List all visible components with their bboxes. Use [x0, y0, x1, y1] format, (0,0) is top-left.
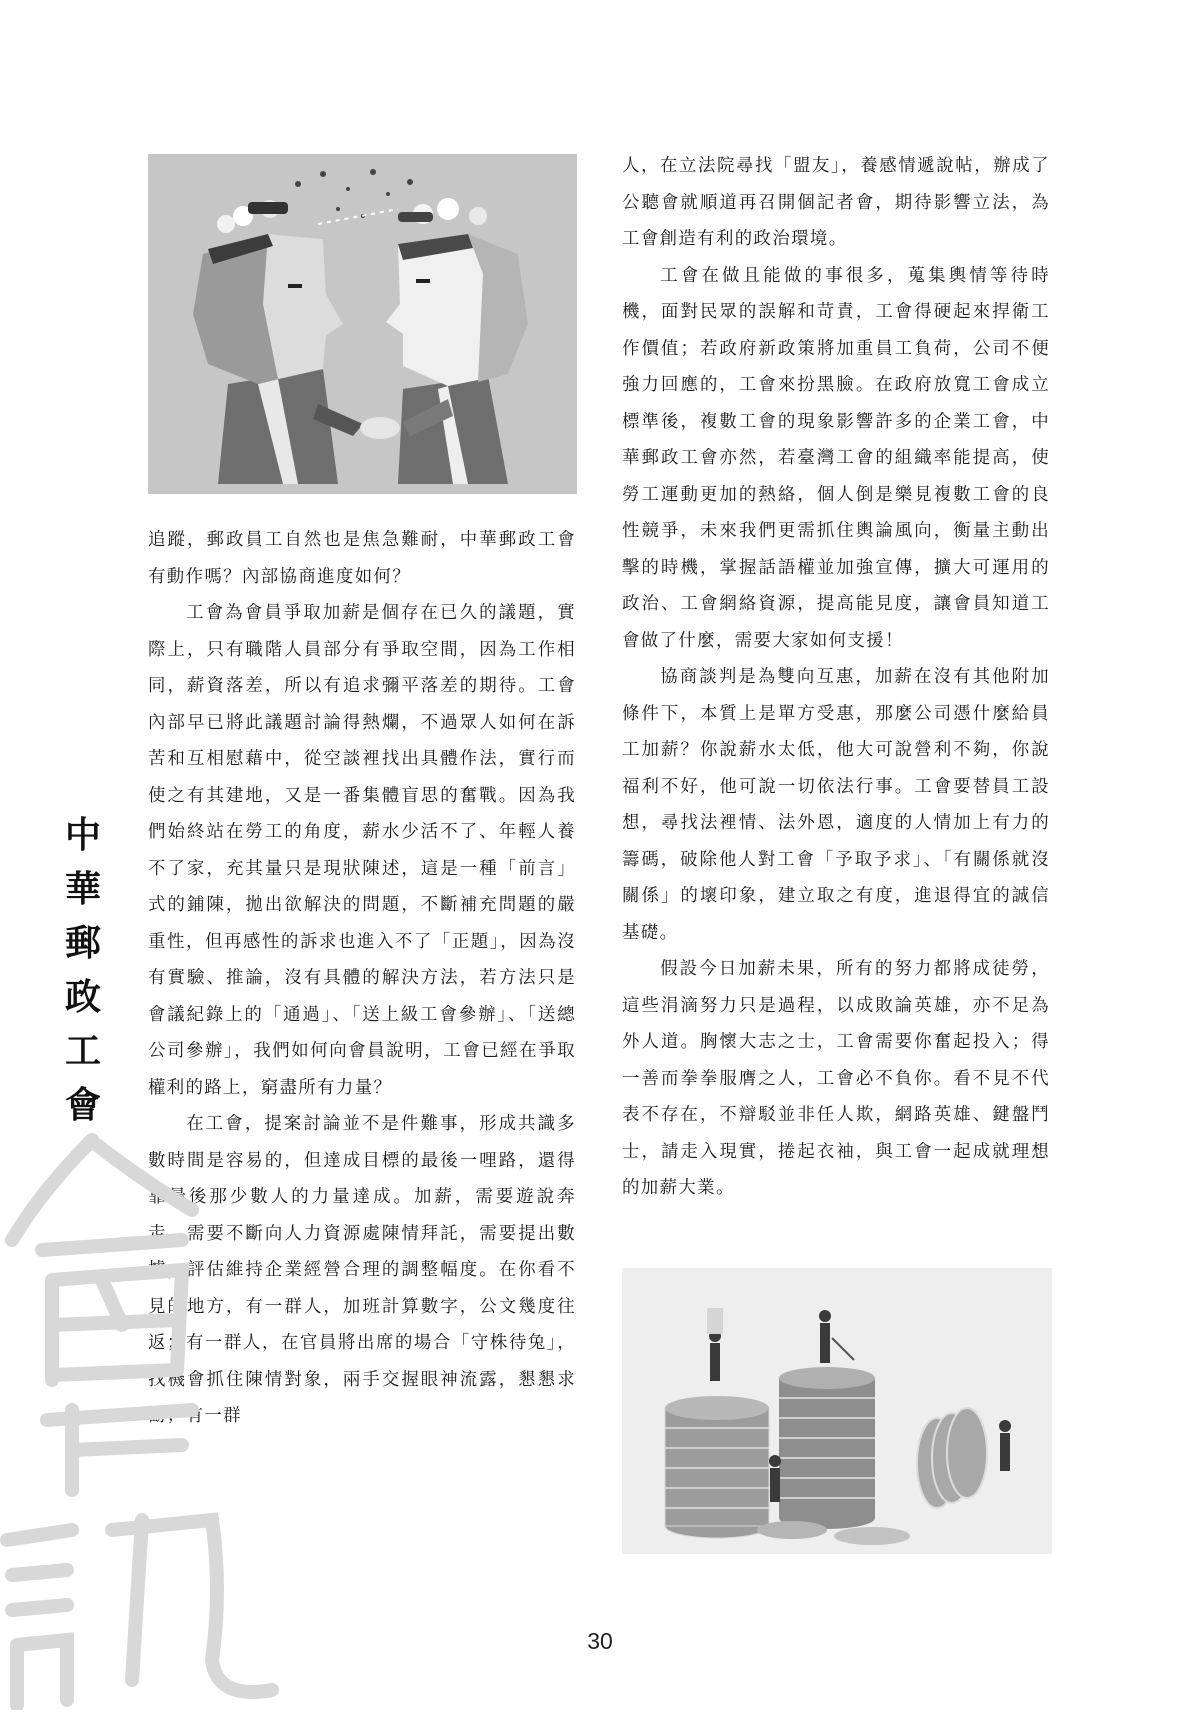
paragraph: 工會為會員爭取加薪是個存在已久的議題，實際上，只有職階人員部分有爭取空間，因為工作相同，薪資落差，所以有追求彌平落差的期待。工會內部早已將此議題討論得熱爛，不過眾人如何在訴苦和互相慰藉中，從空談裡找出具體作法，實行而使之有其建地，又是一番集體盲思的奮戰。因為我們始終站在勞工的角度，薪水少活不了、年輕人養不了家，充其量只是現狀陳述，這是一種「前言」式的鋪陳，拋出欲解決的問題，不斷補充問題的嚴重性，但再感性的訴求也進入不了「正題」，因為沒有實驗、推論，沒有具體的解決方法，若方法只是會議紀錄上的「通過」、「送上級工會參辦」、「送總公司參辦」，我們如何向會員說明，工會已經在爭取權利的路上，窮盡所有力量？ [148, 603, 576, 1098]
paragraph: 工會在做且能做的事很多，蒐集輿情等待時機，面對民眾的誤解和苛責，工會得硬起來捍衛工作價值；若政府新政策將加重員工負荷，公司不便強力回應的，工會來扮黑臉。在政府放寬工會成立標準後，複數工會的現象影響許多的企業工會，中華郵政工會亦然，若臺灣工會的組織率能提高，使勞工運動更加的熱絡，個人倒是樂見複數工會的良性競爭，未來我們更需抓住輿論風向，衡量主動出擊的時機，掌握話語權並加強宣傳，擴大可運用的政治、工會網絡資源，提高能見度，讓會員知道工會做了什麼，需要大家如何支援！ [622, 265, 1050, 651]
paragraph: 在工會，提案討論並不是件難事，形成共識多數時間是容易的，但達成目標的最後一哩路，還得靠最後那少數人的力量達成。加薪，需要遊說奔走，需要不斷向人力資源處陳情拜託，需要提出數據，評估維持企業經營合理的調整幅度。在你看不見的地方，有一群人，加班計算數字，公文幾度往返；有一群人，在官員將出席的場合「守株待兔」，找機會抓住陳情對象，兩手交握眼神流露，懇懇求勸；有一群 [148, 1114, 576, 1426]
side-title-char: 政 [64, 976, 101, 1018]
side-title-char: 中 [64, 814, 101, 856]
vertical-side-title [58, 808, 108, 1132]
page-number: 30 [587, 1628, 613, 1654]
paragraph: 追蹤，郵政員工自然也是焦急難耐，中華郵政工會有動作嗎？內部協商進度如何？ [148, 530, 576, 587]
side-title-char: 華 [64, 868, 101, 910]
right-text-column [622, 148, 1050, 1207]
handshake-illustration [148, 154, 577, 494]
calligraphy-watermark [0, 1120, 282, 1710]
coin-stacks-photo [622, 1268, 1052, 1554]
side-title-char: 郵 [64, 922, 101, 964]
paragraph: 假設今日加薪未果，所有的努力都將成徒勞，這些涓滴努力只是過程，以成敗論英雄，亦不足為外人道。胸懷大志之士，工會需要你奮起投入；得一善而拳拳服膺之人，工會必不負你。看不見不代表不存在，不辯駁並非任人欺，網路英雄、鍵盤鬥士，請走入現實，捲起衣袖，與工會一起成就理想的加薪大業。 [622, 959, 1050, 1198]
side-title-char: 會 [64, 1084, 101, 1126]
paragraph: 人，在立法院尋找「盟友」，養感情遞說帖，辦成了公聽會就順道再召開個記者會，期待影響立法，為工會創造有利的政治環境。 [622, 156, 1050, 249]
side-title-char: 工 [64, 1030, 101, 1072]
paragraph: 協商談判是為雙向互惠，加薪在沒有其他附加條件下，本質上是單方受惠，那麼公司憑什麼給員工加薪？你說薪水太低，他大可說營利不夠，你說福利不好，他可說一切依法行事。工會要替員工設想，尋找法裡情、法外恩，適度的人情加上有力的籌碼，破除他人對工會「予取予求」、「有關係就沒關係」的壞印象，建立取之有度，進退得宜的誠信基礎。 [622, 667, 1050, 943]
